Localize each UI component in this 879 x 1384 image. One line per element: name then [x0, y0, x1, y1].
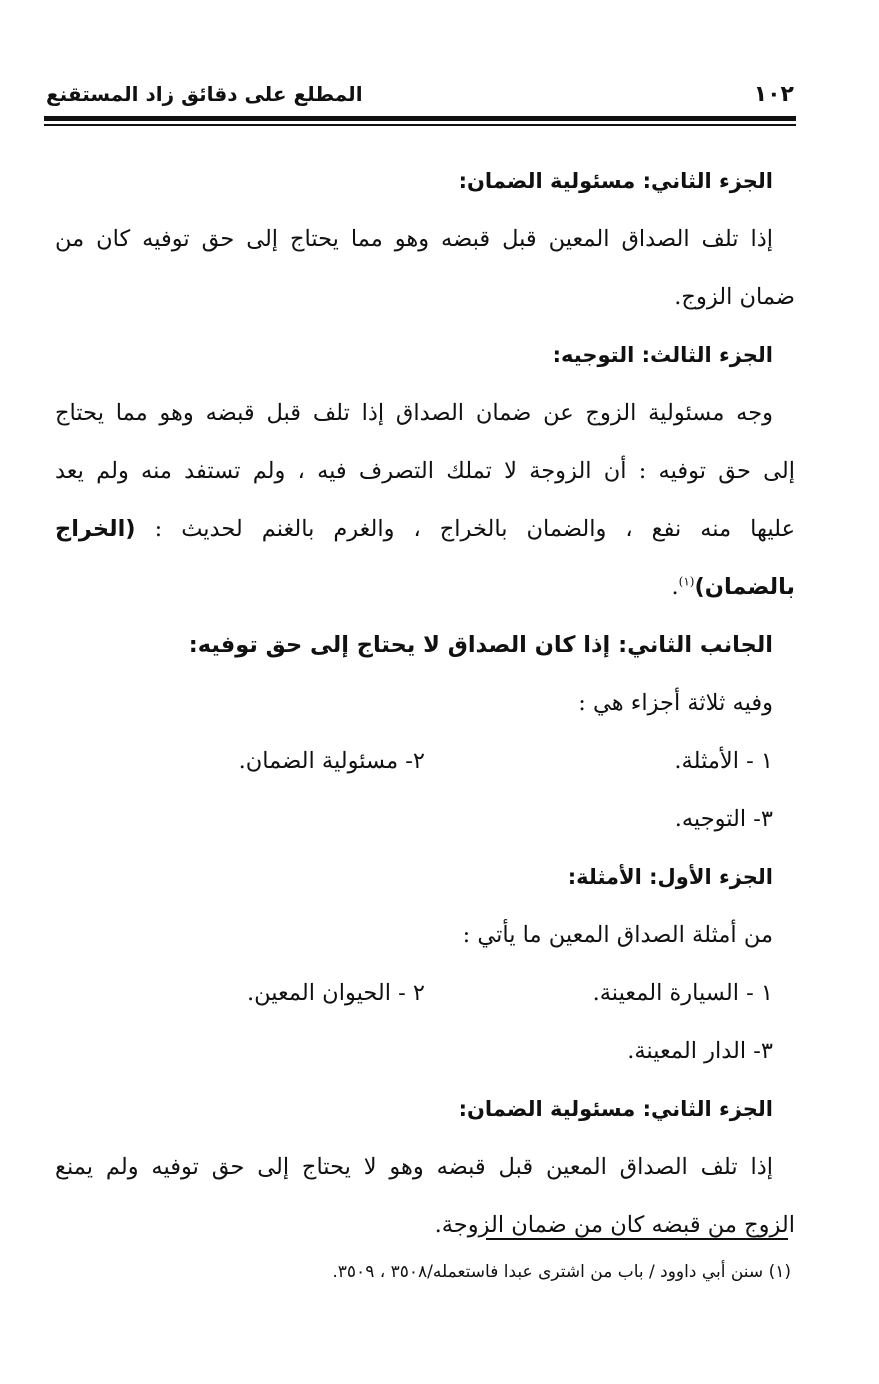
- list-item: ٣- التوجيه.: [674, 806, 773, 832]
- list-item: ١ - الأمثلة.: [674, 748, 773, 774]
- page-header: [44, 82, 796, 112]
- paragraph-line: إذا تلف الصداق المعين قبل قبضه وهو لا يحتاج إلى حق توفيه ولم يمنع: [55, 1154, 773, 1180]
- page-number: ١٠٢: [753, 82, 794, 107]
- list-row: [55, 964, 795, 1022]
- paragraph-line: الزوج من قبضه كان من ضمان الزوجة.: [434, 1212, 795, 1238]
- main-text: [55, 152, 795, 1254]
- list-item: ١ - السيارة المعينة.: [592, 980, 773, 1006]
- paragraph-line: وجه مسئولية الزوج عن ضمان الصداق إذا تلف قبل قبضه وهو مما يحتاج: [55, 400, 773, 426]
- section-heading: الجزء الثالث: التوجيه:: [552, 343, 773, 367]
- paragraph-line: وفيه ثلاثة أجزاء هي :: [578, 690, 773, 716]
- section-heading: الجزء الثاني: مسئولية الضمان:: [458, 1097, 773, 1121]
- section-heading: الجزء الثاني: مسئولية الضمان:: [458, 169, 773, 193]
- paragraph-line: [55, 558, 795, 616]
- header-rule-thick: [44, 116, 796, 121]
- running-title: المطلع على دقائق زاد المستقنع: [46, 82, 363, 106]
- paragraph-line: ضمان الزوج.: [674, 284, 795, 310]
- list-item: ٣- الدار المعينة.: [627, 1038, 773, 1064]
- list-item: ٢- مسئولية الضمان.: [238, 748, 425, 774]
- paragraph-line: إلى حق توفيه : أن الزوجة لا تملك التصرف فيه ، ولم تستفد منه ولم يعد: [55, 458, 795, 484]
- footnote-separator: [486, 1238, 788, 1240]
- section-heading: الجانب الثاني: إذا كان الصداق لا يحتاج إلى حق توفيه:: [188, 632, 773, 658]
- header-rule-thin: [44, 124, 796, 126]
- hadith-quote: (الخراج: [55, 516, 136, 542]
- footnote: (١) سنن أبي داوود / باب من اشترى عبدا فاستعمله/٣٥٠٨ ، ٣٥٠٩.: [332, 1262, 791, 1282]
- paragraph-line: من أمثلة الصداق المعين ما يأتي :: [462, 922, 773, 948]
- list-row: [55, 732, 795, 790]
- footnote-marker[interactable]: (١): [678, 574, 695, 589]
- paragraph-line: إذا تلف الصداق المعين قبل قبضه وهو مما يحتاج إلى حق توفيه كان من: [55, 226, 773, 252]
- paragraph-text: عليها منه نفع ، والضمان بالخراج ، والغرم بالغنم لحديث :: [154, 516, 796, 542]
- section-heading: الجزء الأول: الأمثلة:: [567, 865, 773, 889]
- hadith-quote: بالضمان): [694, 574, 795, 600]
- list-item: ٢ - الحيوان المعين.: [246, 980, 425, 1006]
- paragraph-text: .: [671, 574, 679, 600]
- paragraph-line: [55, 500, 795, 558]
